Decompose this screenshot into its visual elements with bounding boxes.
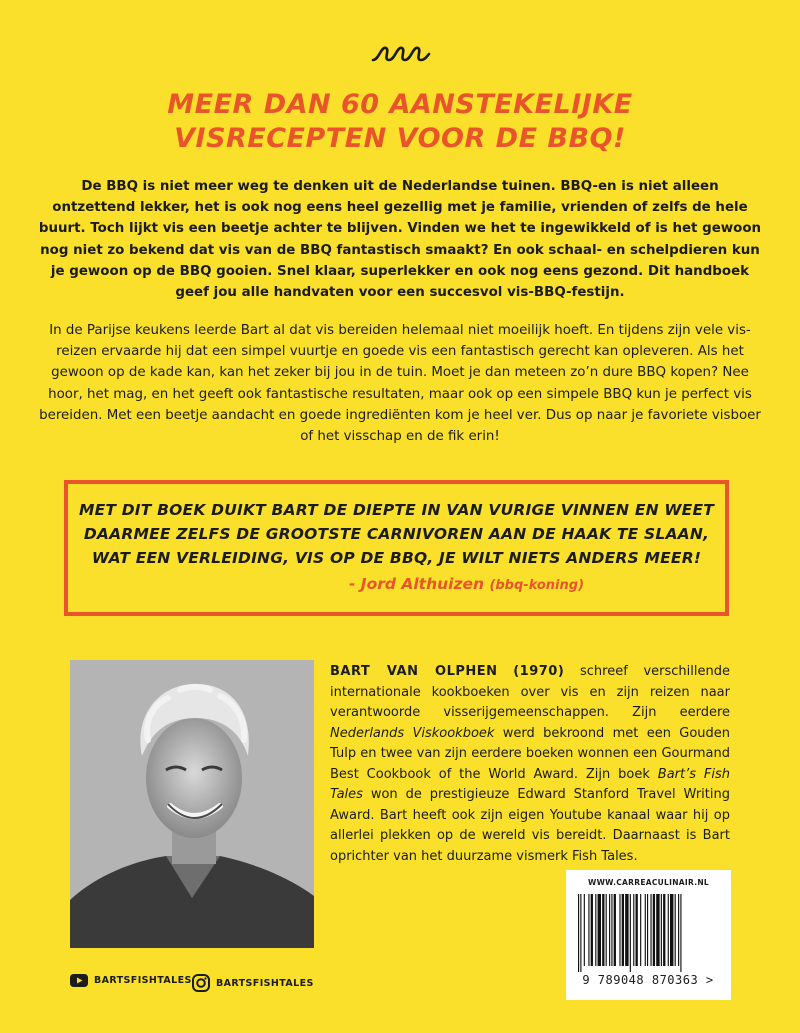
barcode-bar — [630, 894, 631, 972]
barcode-bar — [625, 894, 628, 966]
bio-text-part-1: schreef verschillende internationale kookboeken over vis en zijn reizen naar verantwoorde visserijgemeenschappen. Zijn eerdere — [330, 664, 730, 720]
barcode-bar — [606, 894, 607, 966]
quote-author-role: (bbq-koning) — [489, 578, 585, 593]
barcode-bar — [656, 894, 659, 966]
youtube-icon — [70, 974, 88, 987]
barcode-bar — [668, 894, 669, 966]
instagram-icon — [192, 974, 210, 992]
quote-attribution — [349, 572, 584, 598]
barcode-bar — [622, 894, 624, 966]
youtube-handle[interactable] — [70, 974, 192, 987]
barcode-bar — [650, 894, 651, 966]
bio-text-part-2: werd bekroond met een Gouden Tulp en twee van zijn eerdere boeken wonnen een Gourmand Best Cookbook of the World Award. Zijn boek — [330, 725, 730, 782]
quote-line-1: MET DIT BOEK DUIKT BART DE DIEPTE IN VAN VURIGE VINNEN EN WEET — [78, 501, 715, 519]
barcode-box — [566, 870, 731, 1000]
barcode-bar — [663, 894, 665, 966]
barcode-bar — [609, 894, 610, 966]
intro-paragraph: De BBQ is niet meer weg te denken uit de Nederlandse tuinen. BBQ-en is niet alleen ontzettend lekker, het is ook nog eens heel gezellig met je familie, vrienden of zelfs de hele buurt. Toch lijkt vis een beetje achter te blijven. Vinden we het te ingewikkeld of is het gewoon nog niet zo bekend dat vis van de BBQ fantastisch smaakt? En ook schaal- en schelpdieren kun je gewoon op de BBQ gooien. Snel klaar, superlekker en ook nog eens gezond. Dit handboek geef jou alle handvaten voor een succesvol vis-BBQ-festijn. — [38, 179, 762, 301]
author-portrait-illustration — [70, 660, 314, 948]
publisher-url: WWW.CARREACULINAIR.NL — [588, 878, 709, 887]
bio-book-title-2: Bart’s Fish Tales — [330, 766, 731, 802]
quote-line-3: WAT EEN VERLEIDING, VIS OP DE BBQ, JE WILT NIETS ANDERS MEER! — [91, 549, 702, 567]
barcode-bar — [619, 894, 620, 966]
barcode-bar — [670, 894, 673, 966]
barcode-bar — [640, 894, 641, 966]
barcode-bar — [636, 894, 638, 966]
barcode-bar — [675, 894, 676, 966]
barcode-bar — [598, 894, 601, 966]
squiggle-ornament-icon — [371, 42, 431, 66]
author-photo — [70, 660, 314, 948]
barcode-bar — [591, 894, 593, 966]
instagram-handle[interactable] — [192, 974, 314, 992]
barcode-bar — [633, 894, 634, 966]
author-bio — [330, 662, 730, 867]
bio-book-title-1: Nederlands Viskookboek — [330, 725, 495, 741]
quote-box — [64, 480, 729, 616]
headline-line-1: MEER DAN 60 AANSTEKELIJKE — [167, 89, 633, 120]
isbn-number: 9 789048 870363 > — [582, 973, 714, 987]
instagram-handle-label: BARTSFISHTALES — [216, 977, 314, 989]
author-birth-year: (1970) — [513, 664, 565, 679]
youtube-handle-label: BARTSFISHTALES — [94, 975, 192, 986]
barcode-bar — [680, 894, 681, 972]
barcode-bar — [614, 894, 616, 966]
quote-author: - Jord Althuizen — [348, 575, 485, 593]
quote-line-2: DAARMEE ZELFS DE GROOTSTE CARNIVOREN AAN DE HAAK TE SLAAN, — [83, 525, 710, 543]
barcode-icon — [578, 894, 719, 972]
barcode-bar — [611, 894, 612, 966]
quote-text — [79, 498, 714, 570]
barcode-bar — [647, 894, 648, 966]
headline-line-2: VISRECEPTEN VOOR DE BBQ! — [174, 123, 626, 154]
barcode-bar — [595, 894, 596, 966]
barcode-bar — [645, 894, 646, 966]
bio-text-part-3: won de prestigieuze Edward Stanford Travel Writing Award. Bart heeft ook zijn eigen Youtube kanaal waar hij op allerlei plekken op de wereld vis bereidt. Daarnaast is Bart oprichter van het duurzame vismerk Fish Tales. — [330, 787, 730, 864]
headline — [150, 88, 650, 156]
body-paragraph: In de Parijse keukens leerde Bart al dat vis bereiden helemaal niet moeilijk hoeft. En tijdens zijn vele vis-reizen ervaarde hij dat een simpel vuurtje en goede vis een fantastisch gerecht kan opleveren. Als het gewoon op de kade kan, kan het zeker bij jou in de tuin. Moet je dan meteen zo’n dure BBQ kopen? Nee hoor, het mag, en het geeft ook fantastische resultaten, maar ook op een simpele BBQ kun je perfect vis bereiden. Met een beetje aandacht en goede ingrediënten kom je heel ver. Dus op naar je favoriete visboer of het visschap en de fik erin! — [39, 323, 761, 445]
author-name: BART VAN OLPHEN — [330, 664, 498, 679]
barcode-bar — [678, 894, 679, 966]
barcode-bar — [661, 894, 662, 966]
barcode-bar — [580, 894, 581, 972]
barcode-bar — [653, 894, 655, 966]
barcode-bar — [584, 894, 585, 966]
barcode-bar — [578, 894, 579, 972]
barcode-bar — [588, 894, 589, 966]
barcode-bar — [602, 894, 604, 966]
